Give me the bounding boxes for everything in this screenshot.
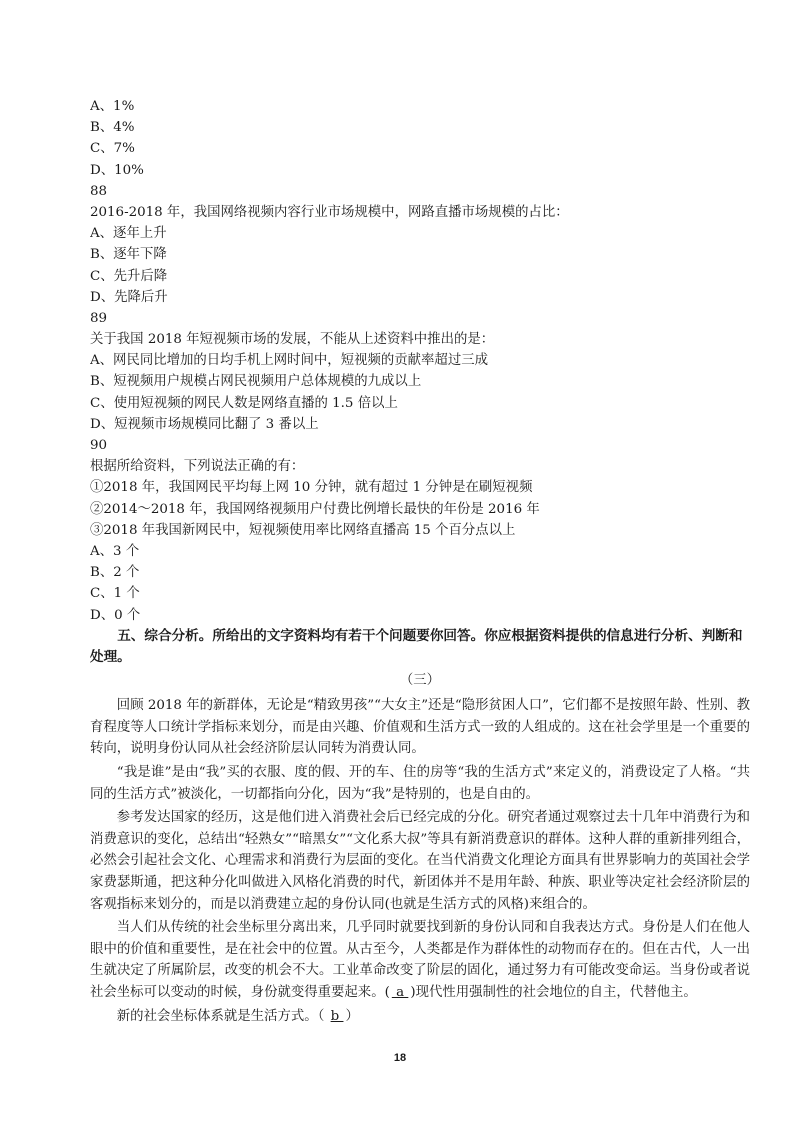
section-heading: 五、综合分析。所给出的文字资料均有若干个问题要你回答。你应根据资料提供的信息进行分析、判断和处理。 bbox=[90, 627, 743, 665]
option-d: D、先降后升 bbox=[90, 289, 168, 305]
paragraph-2: “我是谁”是由“我”买的衣服、度的假、开的车、住的房等“我的生活方式”来定义的，消费设定了人格。“共同的生活方式”被淡化，一切都指向分化，因为“我”是特别的，也是自由的。 bbox=[90, 765, 750, 802]
question-90 bbox=[90, 435, 750, 626]
paragraph-4-text: 当人们从传统的社会坐标里分离出来，几乎同时就要找到新的身份认同和自我表达方式。身份是人们在他人眼中的价值和重要性，是在社会中的位置。从古至今，人类都是作为群体性的动物而存在的。但在古代，人一出生就决定了所属阶层，改变的机会不大。工业革命改变了阶层的固化，通过努力有可能改变命运。当身份或者说社会坐标可以变动的时候，身份就变得重要起来。 bbox=[90, 920, 750, 1001]
statement-3: ③2018 年我国新网民中，短视频使用率比网络直播高 15 个百分点以上 bbox=[90, 522, 516, 538]
blank-open: （ bbox=[317, 1008, 329, 1024]
page-number: 18 bbox=[393, 1052, 407, 1064]
option-a: A、1% bbox=[90, 99, 135, 114]
paragraph-5-text: 新的社会坐标体系就是生活方式。 bbox=[116, 1008, 318, 1024]
statement-2: ②2014～2018 年，我国网络视频用户付费比例增长最快的年份是 2016 年 bbox=[90, 501, 540, 517]
blank-a: a bbox=[391, 985, 409, 1001]
paragraph-3: 参考发达国家的经历，这是他们进入消费社会后已经完成的分化。研究者通过观察过去十几年中消费行为和消费意识的变化，总结出“轻熟女”“暗黑女”“文化系大叔”等具有新消费意识的群体。这种人群的重新排列组合，必然会引起社会文化、心理需求和消费行为层面的变化。在当代消费文化理论方面具有世界影响力的英国社会学家费瑟斯通，把这种分化叫做进入风格化消费的时代，新团体并不是用年龄、种族、职业等决定社会经济阶层的客观指标来划分的，而是以消费建立起的身份认同(也就是生活方式的风格)来组合的。 bbox=[90, 810, 750, 912]
question-87-options bbox=[90, 96, 750, 181]
option-b: B、4% bbox=[90, 120, 135, 136]
question-stem: 关于我国 2018 年短视频市场的发展，不能从上述资料中推出的是： bbox=[90, 332, 495, 348]
blank-open: ( bbox=[384, 985, 390, 1001]
paragraph-4 bbox=[90, 917, 750, 1003]
question-number: 88 bbox=[90, 183, 108, 199]
option-d: D、0 个 bbox=[90, 607, 141, 623]
option-d: D、短视频市场规模同比翻了 3 番以上 bbox=[90, 416, 319, 432]
option-a: A、逐年上升 bbox=[90, 226, 167, 242]
paragraph-5 bbox=[90, 1006, 750, 1028]
option-b: B、逐年下降 bbox=[90, 247, 167, 263]
blank-close: ） bbox=[345, 1008, 359, 1024]
blank-close: ) bbox=[410, 985, 416, 1001]
option-b: B、短视频用户规模占网民视频用户总体规模的九成以上 bbox=[90, 374, 422, 390]
question-number: 89 bbox=[90, 310, 108, 326]
paragraph-1: 回顾 2018 年的新群体，无论是“精致男孩”“大女主”还是“隐形贫困人口”，它们都不是按照年龄、性别、教育程度等人口统计学指标来划分，而是由兴趣、价值观和生活方式一致的人组成的。这在社会学里是一个重要的转向，说明身份认同从社会经济阶层认同转为消费认同。 bbox=[90, 698, 750, 757]
option-c: C、先升后降 bbox=[90, 268, 168, 284]
question-88 bbox=[90, 181, 750, 308]
option-a: A、3 个 bbox=[90, 543, 140, 559]
option-a: A、网民同比增加的日均手机上网时间中，短视频的贡献率超过三成 bbox=[90, 353, 488, 369]
option-c: C、1 个 bbox=[90, 586, 140, 602]
statement-1: ①2018 年，我国网民平均每上网 10 分钟，就有超过 1 分钟是在刷短视频 bbox=[90, 480, 533, 496]
question-number: 90 bbox=[90, 438, 108, 453]
passage-label: （三） bbox=[399, 673, 441, 689]
page-content bbox=[90, 96, 750, 1029]
question-stem: 2016-2018 年，我国网络视频内容行业市场规模中，网路直播市场规模的占比： bbox=[90, 204, 569, 220]
paragraph-4-tail: 现代性用强制性的社会地位的自主，代替他主。 bbox=[415, 985, 697, 1001]
option-c: C、7% bbox=[90, 141, 135, 157]
question-89 bbox=[90, 308, 750, 435]
option-c: C、使用短视频的网民人数是网络直播的 1.5 倍以上 bbox=[90, 395, 398, 411]
option-b: B、2 个 bbox=[90, 565, 140, 581]
question-stem: 根据所给资料，下列说法正确的有： bbox=[90, 459, 305, 475]
option-d: D、10% bbox=[90, 162, 144, 178]
blank-b: b bbox=[330, 1008, 344, 1024]
